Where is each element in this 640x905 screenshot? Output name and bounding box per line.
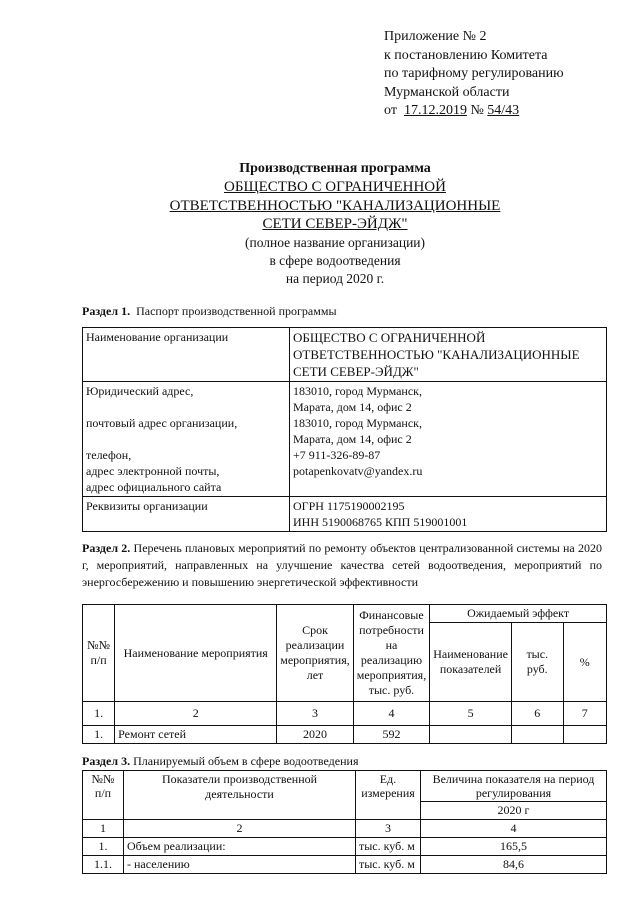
- postal-address-value: Марата, дом 14, офис 2: [293, 432, 412, 446]
- site-label: адрес официального сайта: [86, 480, 222, 494]
- requisites-values: [290, 497, 607, 532]
- address-labels: [83, 382, 290, 497]
- requisites-label: Реквизиты организации: [83, 497, 290, 532]
- row-indicators: [430, 726, 512, 744]
- phone-label: телефон,: [86, 448, 132, 462]
- phone-value: +7 911-326-89-87: [293, 448, 381, 462]
- col-name: Наименование мероприятия: [115, 605, 277, 702]
- col-indicator: Показатели производственной деятельности: [124, 771, 356, 820]
- row-percent: [563, 726, 606, 744]
- section1-title: Паспорт производственной программы: [136, 304, 337, 318]
- inn-kpp-value: ИНН 5190068765 КПП 519001001: [293, 515, 468, 529]
- org-name-line: СЕТИ СЕВЕР-ЭЙДЖ": [262, 216, 408, 232]
- col-num: №№ п/п: [83, 605, 115, 702]
- row-unit: тыс. куб. м: [356, 856, 421, 874]
- program-title: Производственная программа: [239, 161, 431, 176]
- index-cell: 7: [563, 702, 606, 726]
- appendix-line: Мурманской области: [384, 84, 510, 100]
- org-name-value-line: СЕТИ СЕВЕР-ЭЙДЖ": [293, 364, 419, 379]
- legal-address-value: 183010, город Мурманск,: [293, 384, 422, 398]
- row-value: 84,6: [421, 856, 607, 874]
- section1-heading: [82, 304, 337, 319]
- row-value: 165,5: [421, 838, 607, 856]
- row-term: 2020: [277, 726, 353, 744]
- row-name: Объем реализации:: [124, 838, 356, 856]
- table-row: [83, 838, 607, 856]
- table-row: [83, 856, 607, 874]
- address-values: [290, 382, 607, 497]
- index-row: [83, 702, 607, 726]
- index-cell: 1: [83, 820, 124, 838]
- col-indicators: Наименование показателей: [430, 623, 512, 702]
- passport-table: [82, 327, 607, 532]
- row-num: 1.: [83, 838, 124, 856]
- table-header-row: [83, 771, 607, 802]
- row-name: - населению: [124, 856, 356, 874]
- appendix-date-line: [384, 102, 564, 121]
- index-cell: 5: [430, 702, 512, 726]
- appendix-number-sign: №: [470, 103, 484, 118]
- section2-title: Перечень плановых мероприятий по ремонту объектов централизованной системы на 2020 г, мероприятий, направленных на улучшение качества сетей водоотведения, мероприятий по энергосбережению и повышению энергетической эффективности: [82, 541, 602, 589]
- index-row: [83, 820, 607, 838]
- full-name-note: (полное название организации): [244, 234, 426, 250]
- col-effect: Ожидаемый эффект: [430, 605, 607, 623]
- section3-title: Планируемый объем в сфере водоотведения: [133, 754, 359, 768]
- appendix-date: 17.12.2019: [403, 103, 467, 118]
- org-name-line: ОТВЕТСТВЕННОСТЬЮ "КАНАЛИЗАЦИОННЫЕ: [169, 197, 501, 214]
- index-cell: 3: [356, 820, 421, 838]
- col-unit: Ед. измерения: [356, 771, 421, 820]
- section2-label: Раздел 2.: [82, 541, 131, 555]
- row-thousand: [511, 726, 563, 744]
- col-thousand: тыс. руб.: [511, 623, 563, 702]
- index-cell: 4: [421, 820, 607, 838]
- email-label: адрес электронной почты,: [86, 464, 220, 478]
- col-year: 2020 г: [421, 802, 607, 820]
- org-name-label: Наименование организации: [83, 328, 290, 382]
- col-percent: %: [563, 623, 606, 702]
- row-num: 1.1.: [83, 856, 124, 874]
- postal-address-value: 183010, город Мурманск,: [293, 416, 422, 430]
- index-cell: 3: [277, 702, 353, 726]
- legal-address-value: Марата, дом 14, офис 2: [293, 400, 412, 414]
- row-name: Ремонт сетей: [115, 726, 277, 744]
- row-num: 1.: [83, 726, 115, 744]
- org-name-value-line: ОБЩЕСТВО С ОГРАНИЧЕННОЙ: [293, 330, 486, 345]
- appendix-from: от: [384, 103, 397, 118]
- index-cell: 6: [511, 702, 563, 726]
- appendix-block: [384, 28, 564, 121]
- legal-address-label: Юридический адрес,: [86, 384, 194, 398]
- volume-table: [82, 770, 607, 874]
- org-name-line: ОБЩЕСТВО С ОГРАНИЧЕННОЙ: [224, 179, 446, 195]
- section1-label: Раздел 1.: [82, 304, 131, 318]
- table-row: [83, 328, 607, 382]
- appendix-number: 54/43: [487, 103, 520, 118]
- appendix-line: по тарифному регулированию: [384, 66, 564, 81]
- col-finance: Финансовые потребности на реализацию мероприятия, тыс. руб.: [353, 605, 429, 702]
- table-row: [83, 726, 607, 744]
- table-row: [83, 497, 607, 532]
- row-unit: тыс. куб. м: [356, 838, 421, 856]
- row-finance: 592: [353, 726, 429, 744]
- table-header-row: [83, 605, 607, 623]
- org-name-value-line: ОТВЕТСТВЕННОСТЬЮ "КАНАЛИЗАЦИОННЫЕ: [293, 347, 580, 362]
- section3-label: Раздел 3.: [82, 754, 131, 768]
- sphere: в сфере водоотведения: [269, 252, 401, 268]
- appendix-line: к постановлению Комитета: [384, 47, 548, 63]
- org-name-value: [290, 328, 607, 382]
- index-cell: 4: [353, 702, 429, 726]
- activities-table: [82, 604, 607, 744]
- table-row: [83, 382, 607, 497]
- index-cell: 1.: [83, 702, 115, 726]
- document-title: [150, 160, 520, 288]
- section3-heading: [82, 754, 358, 769]
- index-cell: 2: [124, 820, 356, 838]
- period: на период 2020 г.: [285, 270, 385, 286]
- section2-heading: [82, 540, 602, 591]
- postal-address-label: почтовый адрес организации,: [86, 416, 238, 430]
- col-num: №№ п/п: [83, 771, 124, 820]
- index-cell: 2: [115, 702, 277, 726]
- ogrn-value: ОГРН 1175190002195: [293, 499, 405, 513]
- email-value: potapenkovatv@yandex.ru: [293, 464, 423, 478]
- col-term: Срок реализации мероприятия, лет: [277, 605, 353, 702]
- col-value: Величина показателя на период регулирования: [421, 771, 607, 802]
- appendix-line: Приложение № 2: [384, 29, 487, 44]
